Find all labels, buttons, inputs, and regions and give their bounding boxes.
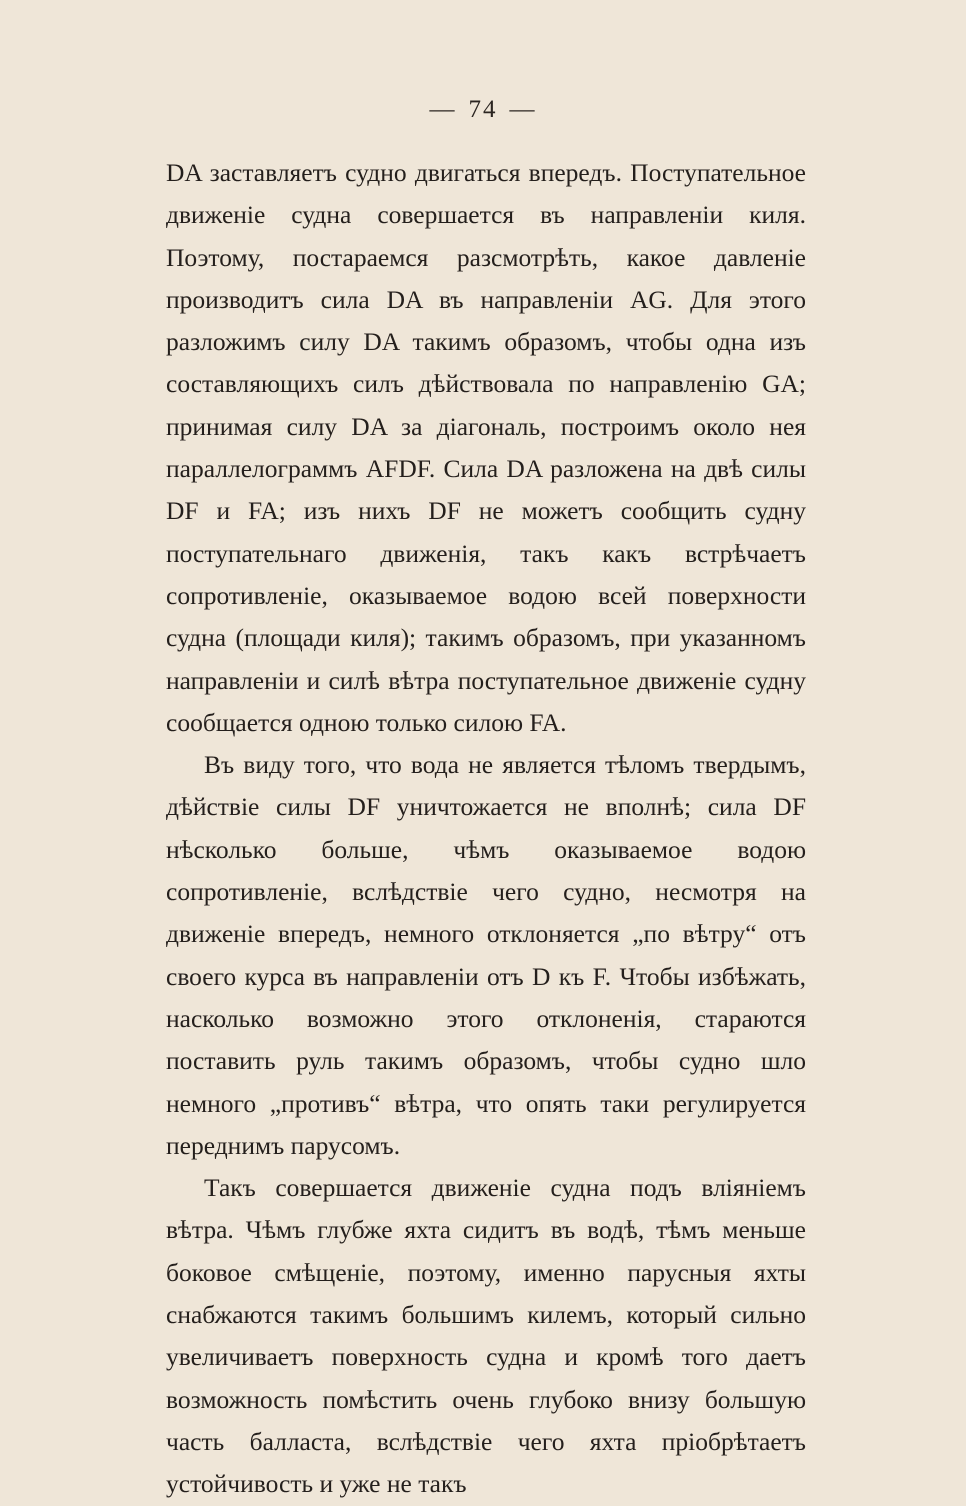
paragraph-2: Въ виду того, что вода не является тѣломъ твердымъ, дѣйствіе силы DF уничтожается не вполнѣ; сила DF нѣсколько больше, чѣмъ оказываемое водою сопротивленіе, вслѣдствіе чего судно, несмотря на движеніе впередъ, немного отклоняется „по вѣтру“ отъ своего курса въ направленіи отъ D къ F. Чтобы избѣжать, насколько возможно этого отклоненія, стараются поставить руль такимъ образомъ, чтобы судно шло немного „противъ“ вѣтра, что опять таки регулируется переднимъ парусомъ. [166, 750, 806, 1160]
body-text [166, 152, 806, 1506]
header-dash-right: — [509, 96, 537, 123]
page-header [0, 96, 966, 124]
paragraph-3: Такъ совершается движеніе судна подъ вліяніемъ вѣтра. Чѣмъ глубже яхта сидитъ въ водѣ, тѣмъ меньше боковое смѣщеніе, поэтому, именно парусныя яхты снабжаются такимъ большимъ килемъ, который сильно увеличиваетъ поверхность судна и кромѣ того даетъ возможность помѣстить очень глубоко внизу большую часть балласта, вслѣдствіе чего яхта пріобрѣтаетъ устойчивость и уже не такъ [166, 1173, 806, 1499]
header-dash-left: — [429, 96, 457, 123]
paragraph-1: DA заставляетъ судно двигаться впередъ. Поступательное движеніе судна совершается въ направленіи киля. Поэтому, постараемся разсмотрѣть, какое давленіе производитъ сила DA въ направленіи AG. Для этого разложимъ силу DA такимъ образомъ, чтобы одна изъ составляющихъ силъ дѣйствовала по направленію GA; принимая силу DA за діагональ, построимъ около нея параллелограммъ AFDF. Сила DA разложена на двѣ силы DF и FA; изъ нихъ DF не можетъ сообщить судну поступательнаго движенія, такъ какъ встрѣчаетъ сопротивленіе, оказываемое водою всей поверхности судна (площади киля); такимъ образомъ, при указанномъ направленіи и силѣ вѣтра поступательное движеніе судну сообщается одною только силою FA. [166, 158, 806, 737]
page-number: 74 [468, 96, 498, 123]
